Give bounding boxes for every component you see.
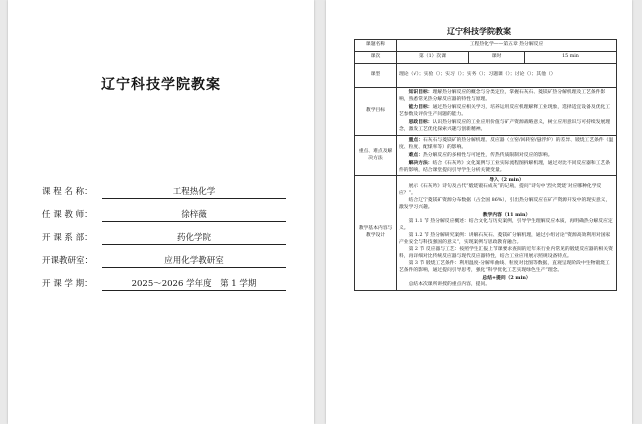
teacher-label: 任 课 教 师：: [42, 210, 93, 220]
goal-knowledge: [399, 89, 614, 104]
process-intro-heading: 导入（2 min）: [489, 177, 524, 184]
goals-row: [355, 88, 617, 136]
keypoint-difficulty-text: 热分解反应的多相性与可逆性，传热传质限制对反应的影响。: [423, 152, 553, 158]
teacher-row: [42, 205, 292, 221]
semester-value: 2025～2026 学年度 第 1 学期: [102, 277, 286, 291]
process-paragraph: 总结本次课所讲授的重点内容，提问。: [408, 281, 491, 287]
keypoint-solution-text: 结合《石灰吟》文化案例与工业实际流程图拆解机理，通过对比不同反应器和工艺条件的影响，结合课堂提问引导学生分析关键变量。: [399, 160, 611, 173]
department-value: 药化学院: [102, 231, 286, 245]
keypoints-label: 重点、难点及解决方法: [355, 135, 397, 176]
goal-ability-text: 通过热分解反应相关学习，培养运用反应机理解释工业现象，选择适宜设备及优化工艺参数及评价生产问题的能力。: [399, 104, 611, 117]
session-row: [355, 52, 617, 64]
teaching-office-row: [42, 251, 292, 267]
cover-page: [8, 0, 314, 424]
process-paragraph: 第 1.2 节 热分解研究案例：讲解石灰石、菱镁矿分解机理，通过小组讨论“资源高效利用对国家产业安全与科技强国的意义”，实现案例与思政教育融合。: [399, 233, 611, 246]
course-row: [355, 40, 617, 52]
goal-ability-head: 能力目标：: [408, 103, 433, 110]
course-name-label: 课 程 名 称：: [42, 187, 93, 197]
course-value: 工程热化学——第五章 热分解反应: [397, 40, 617, 52]
keypoint-solution: [399, 160, 614, 175]
process-paragraph: 展示《石灰吟》诗句及古代“煅烧锻石成灰”的记载，提问“诗句中‘烈火焚烧’对应哪种化学反应？”。: [399, 184, 602, 197]
goal-ideology-text: 认识热分解反应的工业应用价值与矿产资源战略意义，树立应用意识与可持续发展理念，激发工艺优化探索兴趣与创新精神。: [399, 119, 611, 132]
keypoints-content: [397, 135, 617, 176]
process-content-heading: 教学内容（11 min）: [482, 212, 531, 219]
process-paragraph: 第 2 节 反应器与工艺：按照学生汇报上节课要求查阅的近年来行业内常见的锻烧反应器的相关资料，再详细对比传统反应器与现代反应器特性，结合工业应用展示照规设备特点。: [399, 247, 613, 259]
goals-content: [397, 88, 617, 136]
process-row: [355, 176, 617, 290]
goal-knowledge-text: 理解热分解反应的概念与分类定位，掌握石灰石、菱镁矿热分解机理及工艺条件影响，熟悉常见热分解反应器的特性与原理。: [399, 90, 606, 102]
plan-title: 辽宁科技学院教案: [447, 26, 511, 36]
goal-ability: [399, 104, 614, 119]
goal-ideology: [399, 119, 614, 134]
course-label: 课题名称: [355, 40, 397, 52]
process-summary-heading: 总结+提问（2 min）: [482, 274, 531, 281]
goals-label: 教学目标: [355, 88, 397, 136]
semester-label: 开 课 学 期：: [42, 279, 93, 289]
keypoint-focus-text: 石灰石与菱镁矿的热分解机理、反应器（立窑/回转窑/悬浮炉）的差异、锻烧工艺条件（温度、粒度、配煤率等）的影响。: [399, 137, 614, 150]
keypoint-difficulty: [399, 152, 614, 160]
course-name-value: 工程热化学: [102, 185, 286, 199]
hours-value: 15 min: [525, 52, 617, 64]
process-paragraph: 结合辽宁菱镁矿资源分布数据（占全国 86%），引出热分解反应在矿产资源开发中的现实意义，激发学习兴趣。: [399, 198, 611, 211]
keypoint-focus-head: 重点：: [408, 136, 423, 143]
department-label: 开 课 系 部：: [42, 233, 93, 243]
teaching-office-label: 开课教研室：: [42, 256, 94, 266]
process-paragraph: 第 1.1 节 热分解反应概述：结合文化与历史案例，引导学生理解反应本质，再明确热分解反应定义。: [399, 219, 613, 232]
type-value: 理论（√）；实验（）；实习（）；实务（）；习题课（）；讨论（）；其他（）: [397, 64, 617, 88]
course-name-row: [42, 182, 292, 198]
process-label: 教学基本内容与教学设计: [355, 176, 397, 290]
department-row: [42, 228, 292, 244]
session-label: 课次: [355, 52, 397, 64]
lesson-plan-table: [354, 39, 617, 291]
lesson-plan-page: [326, 0, 632, 424]
keypoint-difficulty-head: 难点：: [408, 151, 423, 158]
teacher-value: 徐梓薇: [102, 208, 286, 222]
cover-title: 辽宁科技学院教案: [101, 77, 221, 93]
keypoint-focus: [399, 137, 614, 152]
process-paragraph: 第 3 节 锻烧工艺条件：利用温度-分解率曲线、粒度对比图等数据，直观呈现阶段中生物锻烧工艺条件的影响，通过提问引导思考，强化“科学优化工艺实现绿色生产”理念。: [399, 260, 610, 273]
semester-row: [42, 274, 292, 290]
session-value: 第（1）次课: [397, 52, 469, 64]
goal-ideology-head: 思政目标：: [408, 118, 433, 125]
process-content: [397, 176, 617, 290]
hours-label: 课时: [469, 52, 525, 64]
keypoints-row: [355, 135, 617, 176]
keypoint-solution-head: 解决方法：: [408, 159, 433, 166]
teaching-office-value: 应用化学教研室: [102, 254, 286, 268]
goal-knowledge-head: 知识目标：: [408, 89, 433, 95]
type-label: 课型: [355, 64, 397, 88]
type-row: [355, 64, 617, 88]
